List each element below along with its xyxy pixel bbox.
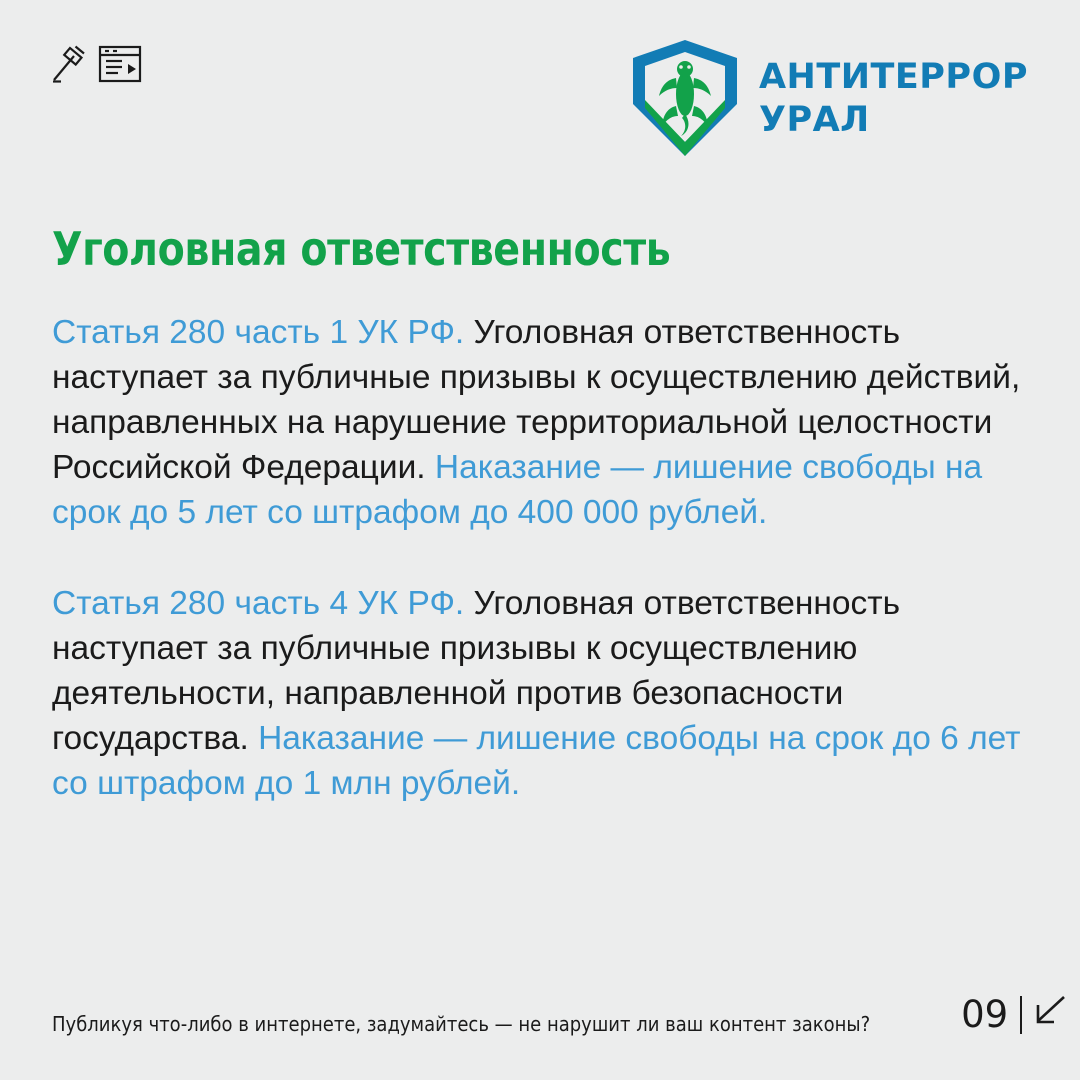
main-content — [52, 222, 1028, 806]
article-body-2: Уголовная ответственность наступает за публичные призывы к осуществлению деятельности, направленной против безопасности государства. — [52, 585, 901, 757]
footer-page-group — [961, 993, 1068, 1036]
penalty-text-2: Наказание — лишение свободы на срок до 6 лет со штрафом до 1 млн рублей. — [52, 720, 1021, 802]
slide-header — [0, 0, 1080, 180]
page-title: Уголовная ответственность — [52, 222, 671, 276]
brand-line-1: АНТИТЕРРОР — [758, 57, 1028, 97]
brand-line-2: УРАЛ — [758, 100, 870, 140]
media-window-icon — [98, 44, 142, 84]
footer-note: Публикуя что-либо в интернете, задумайтесь — не нарушит ли ваш контент законы? — [52, 1012, 871, 1036]
page-number: 09 — [961, 993, 1009, 1036]
brand-logo-text — [758, 57, 1028, 140]
article-reference-1: Статья 280 часть 1 УК РФ. — [52, 314, 465, 351]
penalty-text-1: Наказание — лишение свободы на срок до 5 лет со штрафом до 400 000 рублей. — [52, 449, 983, 531]
shield-lizard-icon — [629, 38, 741, 160]
article-reference-2: Статья 280 часть 4 УК РФ. — [52, 585, 465, 622]
footer-divider — [1020, 996, 1022, 1034]
brand-logo — [629, 38, 1028, 160]
gavel-icon — [50, 44, 88, 84]
header-icon-group — [50, 44, 142, 84]
arrow-corner-icon — [1034, 993, 1068, 1036]
article-body-1: Уголовная ответственность наступает за публичные призывы к осуществлению действий, направленных на нарушение территориальной целостности Российской Федерации. — [52, 314, 1021, 486]
paragraph-article-280-part-1 — [52, 310, 1028, 535]
paragraph-article-280-part-4 — [52, 581, 1028, 806]
slide-footer — [52, 993, 1028, 1036]
